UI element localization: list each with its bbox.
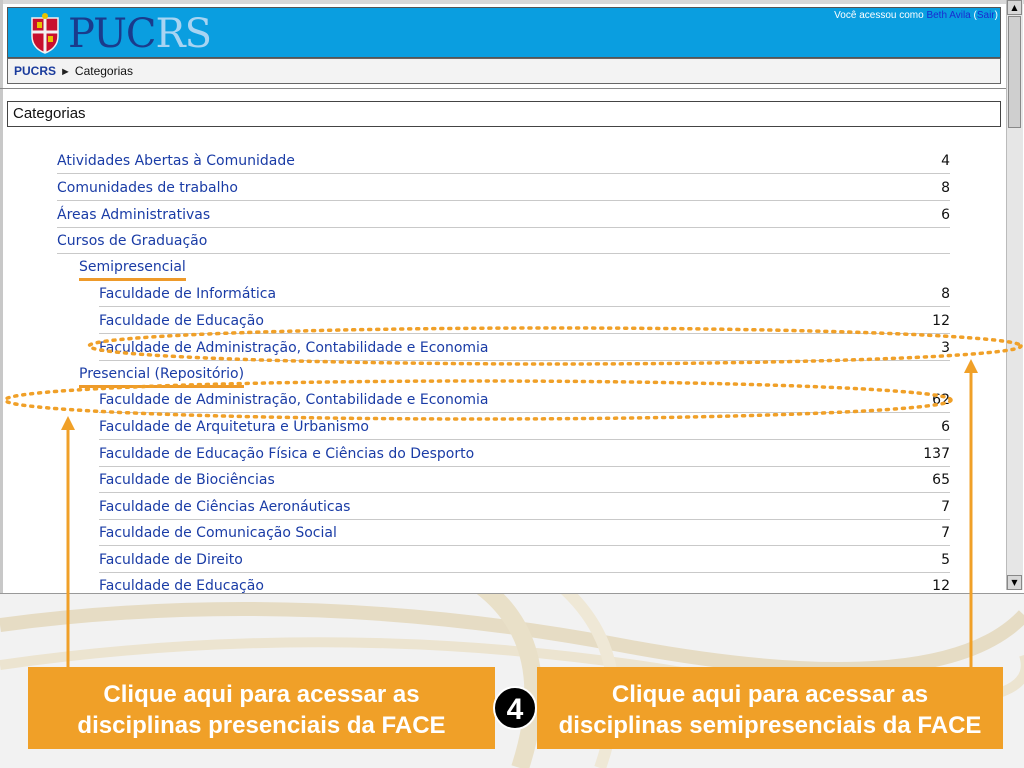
divider [0, 88, 1006, 89]
category-row [99, 440, 950, 467]
browser-chrome-strip [0, 0, 1024, 4]
callout-presencial-line2: disciplinas presenciais da FACE [77, 712, 446, 739]
subcategory-heading-semipresencial[interactable]: Semipresencial [79, 259, 186, 281]
logo-primary-text: PUC [68, 11, 156, 57]
page-title: Categorias [13, 105, 86, 122]
category-row [99, 572, 950, 594]
breadcrumb [14, 64, 133, 78]
category-link[interactable]: Faculdade de Comunicação Social [99, 525, 337, 541]
callout-presencial [28, 667, 495, 749]
category-row [99, 519, 950, 546]
category-link[interactable]: Cursos de Graduação [57, 233, 208, 249]
callout-semipresencial-line1: Clique aqui para acessar as [611, 681, 929, 708]
scrollbar-thumb[interactable] [1008, 16, 1021, 128]
site-logo[interactable] [68, 11, 211, 57]
category-count: 8 [941, 180, 950, 196]
category-count: 137 [923, 446, 950, 462]
university-crest-icon[interactable] [28, 12, 62, 54]
vertical-scrollbar[interactable] [1006, 0, 1023, 590]
category-link-face-semipresencial[interactable]: Faculdade de Administração, Contabilidade e Economia [99, 340, 489, 356]
category-link[interactable]: Faculdade de Educação [99, 313, 264, 329]
breadcrumb-home-link[interactable]: PUCRS [14, 64, 57, 78]
category-link[interactable]: Faculdade de Arquitetura e Urbanismo [99, 419, 369, 435]
category-count: 65 [932, 472, 950, 488]
category-link-face-presencial[interactable]: Faculdade de Administração, Contabilidade e Economia [99, 392, 489, 408]
category-link[interactable]: Atividades Abertas à Comunidade [57, 153, 295, 169]
site-header [7, 7, 1001, 58]
category-row [99, 493, 950, 520]
category-row [57, 227, 950, 254]
logo-secondary-text: RS [155, 11, 212, 57]
category-link[interactable]: Áreas Administrativas [57, 207, 211, 223]
category-row [99, 386, 950, 413]
category-row [99, 466, 950, 493]
category-row [99, 413, 950, 440]
category-link[interactable]: Faculdade de Educação [99, 578, 264, 594]
category-count: 6 [941, 207, 950, 223]
scroll-down-arrow-icon[interactable]: ▼ [1007, 575, 1022, 590]
category-count: 62 [932, 392, 950, 408]
category-row [99, 307, 950, 334]
category-link[interactable]: Faculdade de Educação Física e Ciências do Desporto [99, 446, 475, 462]
category-count: 7 [941, 525, 950, 541]
category-count: 6 [941, 419, 950, 435]
category-row [99, 280, 950, 307]
scroll-up-arrow-icon[interactable]: ▲ [1007, 0, 1022, 15]
subcategory-heading-presencial[interactable]: Presencial (Repositório) [79, 366, 244, 388]
category-count: 4 [941, 153, 950, 169]
callout-semipresencial [537, 667, 1003, 749]
category-row [57, 147, 950, 174]
category-link[interactable]: Faculdade de Ciências Aeronáuticas [99, 499, 351, 515]
category-count: 5 [941, 552, 950, 568]
category-row [99, 546, 950, 573]
category-row [57, 201, 950, 228]
category-row [57, 174, 950, 201]
category-row [99, 334, 950, 361]
category-count: 12 [932, 313, 950, 329]
page-heading-box [7, 101, 1001, 127]
callout-semipresencial-line2: disciplinas semipresenciais da FACE [558, 712, 982, 739]
login-info: Você acessou como Beth Avila (Sair) [834, 10, 998, 21]
breadcrumb-separator: ► [60, 66, 71, 78]
category-link[interactable]: Comunidades de trabalho [57, 180, 238, 196]
category-count: 12 [932, 578, 950, 594]
callout-presencial-line1: Clique aqui para acessar as [103, 681, 420, 708]
login-prefix: Você acessou como [834, 10, 927, 21]
category-count: 7 [941, 499, 950, 515]
login-user-link[interactable]: Beth Avila [926, 10, 971, 21]
category-link[interactable]: Faculdade de Informática [99, 286, 277, 302]
category-link[interactable]: Faculdade de Biociências [99, 472, 275, 488]
navbar [7, 58, 1001, 84]
category-link[interactable]: Faculdade de Direito [99, 552, 243, 568]
category-count: 3 [941, 340, 950, 356]
category-count: 8 [941, 286, 950, 302]
step-number-badge: 4 [493, 686, 537, 730]
logout-link[interactable]: Sair [976, 10, 995, 21]
breadcrumb-current: Categorias [74, 64, 133, 78]
